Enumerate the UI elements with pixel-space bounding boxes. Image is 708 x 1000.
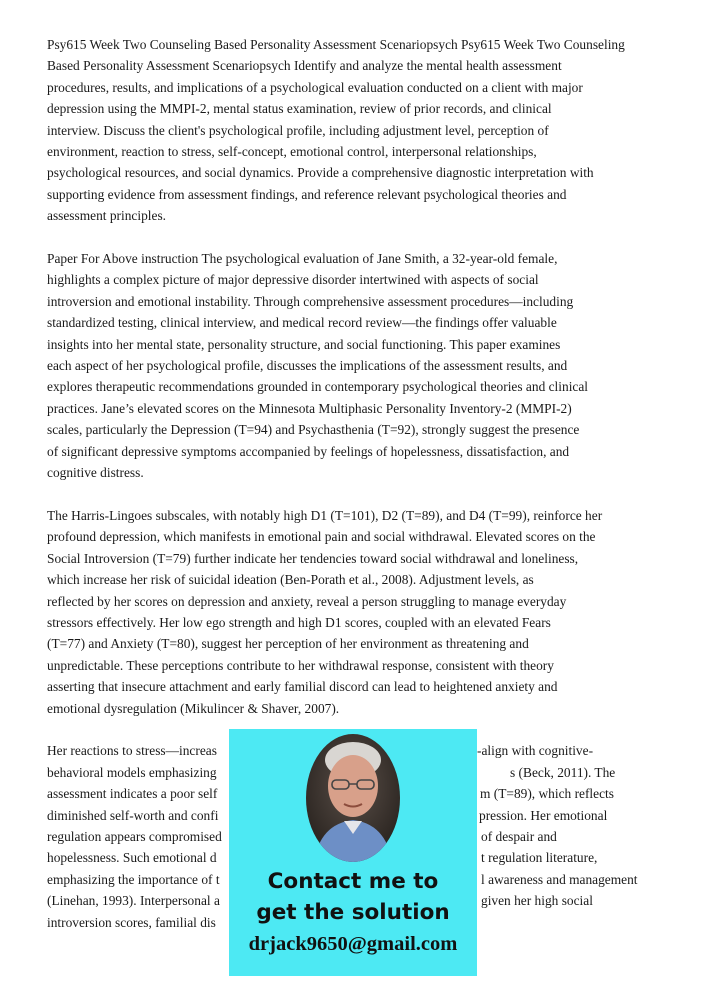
text-line: Psy615 Week Two Counseling Based Personality Assessment Scenariopsych Psy615 Week Two Counseling bbox=[47, 37, 625, 52]
text-line: asserting that insecure attachment and early familial discord can lead to heightened anxiety and bbox=[47, 679, 558, 695]
contact-ad-overlay[interactable] bbox=[229, 729, 477, 976]
author-photo bbox=[306, 734, 400, 862]
right-fragment: given her high social bbox=[481, 893, 593, 909]
paragraph-3 bbox=[47, 505, 677, 719]
left-fragment: introversion scores, familial dis bbox=[47, 914, 216, 930]
text-line: emotional dysregulation (Mikulincer & Shaver, 2007). bbox=[47, 700, 340, 716]
right-fragment: m (T=89), which reflects bbox=[480, 786, 614, 802]
text-line: reflected by her scores on depression and anxiety, reveal a person struggling to manage everyday bbox=[47, 593, 567, 609]
text-line: The Harris-Lingoes subscales, with notably high D1 (T=101), D2 (T=89), and D4 (T=99), reinforce her bbox=[47, 507, 603, 523]
ad-headline-line-1: Contact me to bbox=[267, 869, 439, 894]
text-line: procedures, results, and implications of a psychological evaluation conducted on a client with major bbox=[47, 79, 583, 95]
right-fragment: t regulation literature, bbox=[481, 850, 598, 866]
paragraph-2 bbox=[47, 248, 677, 483]
text-line: (T=77) and Anxiety (T=80), suggest her perception of her environment as threatening and bbox=[47, 636, 529, 652]
left-fragment: hopelessness. Such emotional d bbox=[47, 850, 217, 866]
text-line: Paper For Above instruction The psychological evaluation of Jane Smith, a 32-year-old female, bbox=[47, 251, 558, 267]
text-line: explores therapeutic recommendations grounded in contemporary psychological theories and clinical bbox=[47, 379, 589, 395]
text-line: cognitive distress. bbox=[47, 465, 144, 481]
left-fragment: assessment indicates a poor self bbox=[47, 786, 218, 802]
left-fragment: Her reactions to stress—increas bbox=[47, 743, 217, 759]
text-line: interview. Discuss the client's psychological profile, including adjustment level, perception of bbox=[47, 122, 549, 138]
right-fragment: pression. Her emotional bbox=[479, 807, 608, 823]
text-line: unpredictable. These perceptions contribute to her withdrawal response, consistent with theory bbox=[47, 657, 554, 673]
ad-headline-line-2: get the solution bbox=[256, 900, 450, 925]
text-line: psychological resources, and social dynamics. Provide a comprehensive diagnostic interpretation with bbox=[47, 165, 594, 181]
text-line: each aspect of her psychological profile, discusses the implications of the assessment results, and bbox=[47, 358, 568, 374]
paragraph-1 bbox=[47, 34, 677, 227]
left-fragment: regulation appears compromised bbox=[47, 828, 222, 844]
text-line: scales, particularly the Depression (T=94) and Psychasthenia (T=92), strongly suggest the presence bbox=[47, 422, 580, 438]
right-fragment: of despair and bbox=[481, 828, 557, 844]
text-line: supporting evidence from assessment findings, and reference relevant psychological theories and bbox=[47, 186, 567, 202]
text-line: stressors effectively. Her low ego strength and high D1 scores, coupled with an elevated Fears bbox=[47, 614, 551, 630]
left-fragment: (Linehan, 1993). Interpersonal a bbox=[47, 893, 220, 909]
left-fragment: diminished self-worth and confi bbox=[47, 807, 219, 823]
text-line: insights into her mental state, personality structure, and social functioning. This paper examines bbox=[47, 336, 561, 352]
text-line: highlights a complex picture of major depressive disorder intertwined with aspects of social bbox=[47, 272, 539, 288]
text-line: environment, reaction to stress, self-concept, emotional control, interpersonal relationships, bbox=[47, 144, 537, 160]
text-line: profound depression, which manifests in emotional pain and social withdrawal. Elevated scores on the bbox=[47, 529, 596, 545]
right-fragment: s (Beck, 2011). The bbox=[510, 764, 616, 780]
text-line: introversion and emotional instability. Through comprehensive assessment procedures—including bbox=[47, 293, 574, 309]
text-line: which increase her risk of suicidal ideation (Ben-Porath et al., 2008). Adjustment levels, as bbox=[47, 572, 534, 588]
text-line: assessment principles. bbox=[47, 208, 167, 224]
contact-email-link[interactable]: drjack9650@gmail.com bbox=[248, 933, 458, 955]
text-line: Based Personality Assessment Scenariopsych Identify and analyze the mental health assessment bbox=[47, 58, 562, 74]
left-fragment: emphasizing the importance of t bbox=[47, 871, 220, 887]
text-line: standardized testing, clinical interview, and medical record review—the findings offer valuable bbox=[47, 315, 557, 331]
right-fragment: -align with cognitive- bbox=[477, 743, 594, 759]
text-line: of significant depressive symptoms accompanied by feelings of hopelessness, dissatisfaction, and bbox=[47, 443, 570, 459]
portrait-image bbox=[306, 734, 400, 862]
text-line: depression using the MMPI-2, mental status examination, review of prior records, and clinical bbox=[47, 101, 552, 117]
right-fragment: l awareness and management bbox=[481, 871, 638, 887]
text-line: practices. Jane’s elevated scores on the Minnesota Multiphasic Personality Inventory-2 (MMPI-2) bbox=[47, 400, 572, 416]
text-line: Social Introversion (T=79) further indicate her tendencies toward social withdrawal and loneliness, bbox=[47, 550, 579, 566]
left-fragment: behavioral models emphasizing bbox=[47, 764, 217, 780]
